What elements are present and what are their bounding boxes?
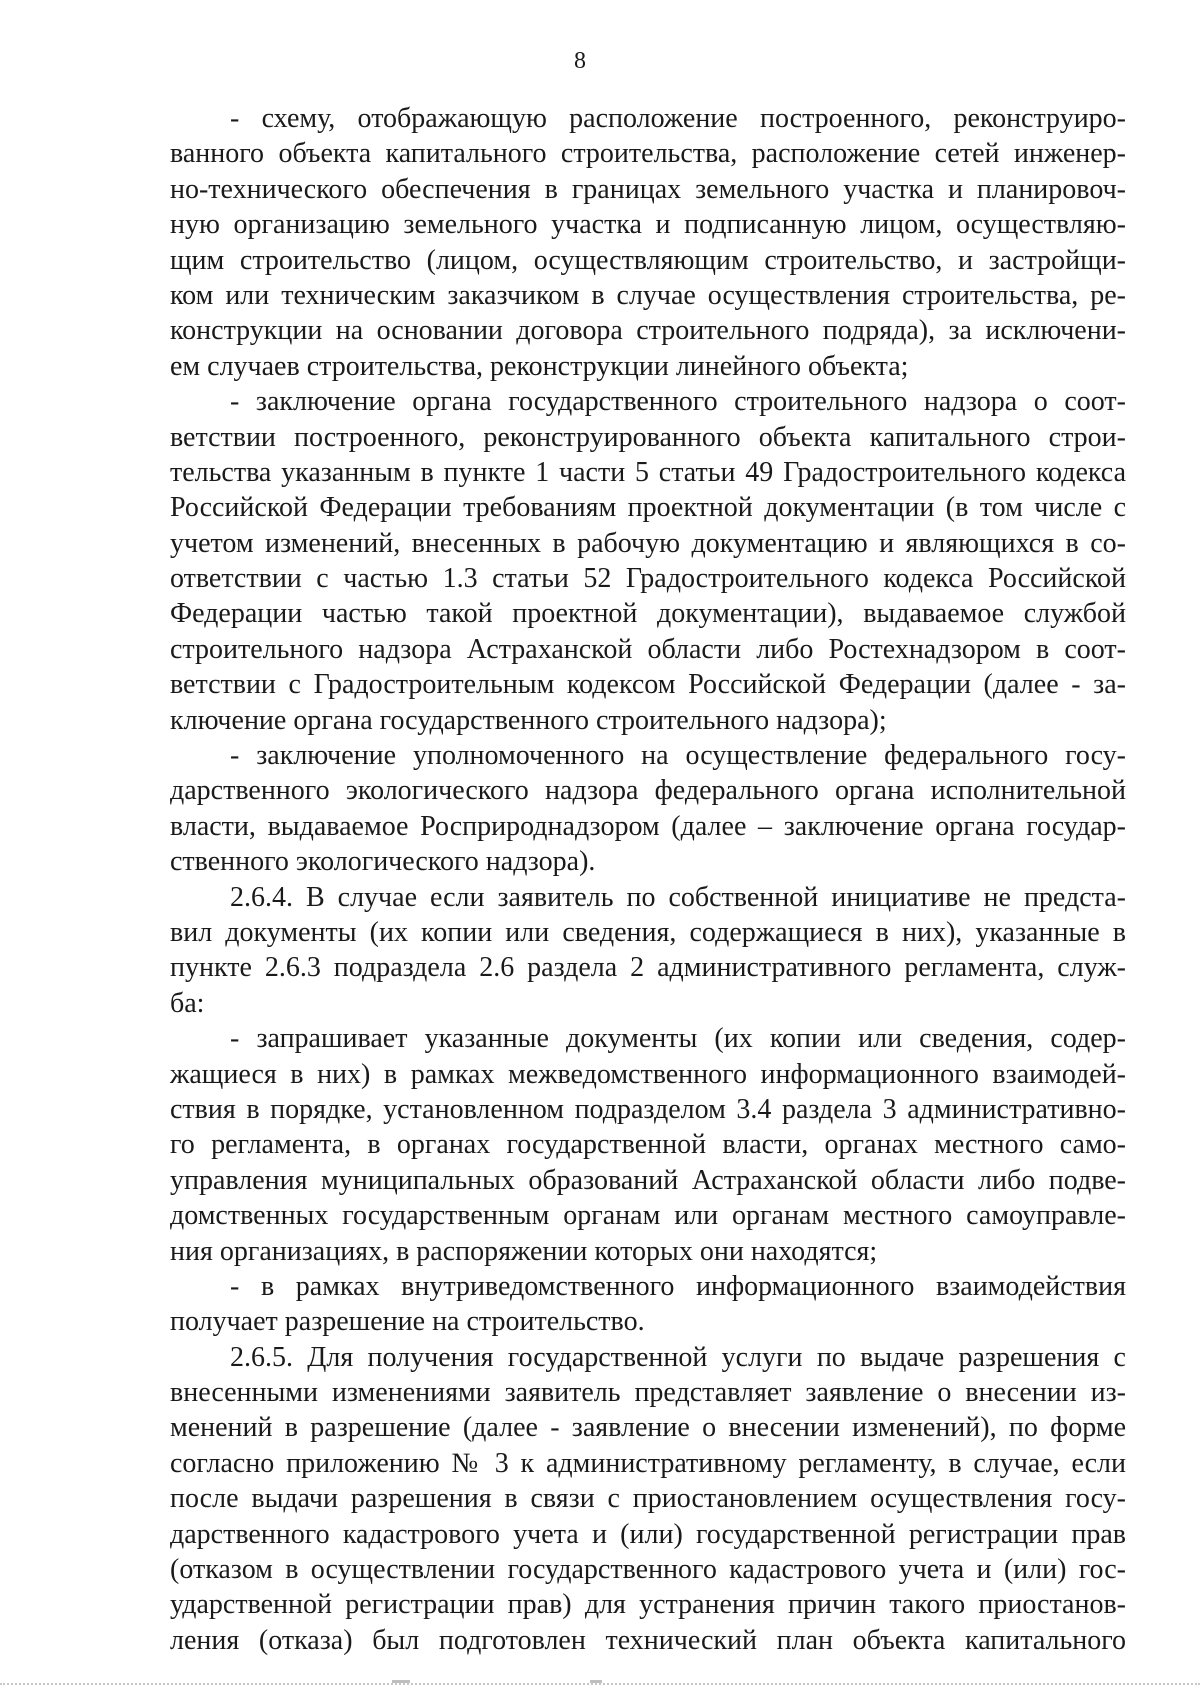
text-line: получает разрешение на строительство. (170, 1306, 645, 1338)
text-line: пункте 2.6.3 подраздела 2.6 раздела 2 административного регламента, служ- (170, 952, 1126, 984)
text-line: ем случаев строительства, реконструкции линейного объекта; (170, 350, 909, 382)
text-line: (отказом в осуществлении государственного кадастрового учета и (или) гос- (170, 1554, 1126, 1586)
text-line: ния организациях, в распоряжении которых они находятся; (170, 1235, 878, 1267)
text-line: ответствии с частью 1.3 статьи 52 Градостроительного кодекса Российской (170, 563, 1126, 595)
text-line: го регламента, в органах государственной власти, органах местного само- (170, 1129, 1126, 1161)
text-line: ключение органа государственного строительного надзора); (170, 704, 887, 736)
text-line: вил документы (их копии или сведения, содержащиеся в них), указанные в (170, 916, 1126, 948)
text-line: внесенными изменениями заявитель представляет заявление о внесении из- (170, 1377, 1126, 1409)
text-line: ственного экологического надзора). (170, 846, 596, 878)
text-line: учетом изменений, внесенных в рабочую документацию и являющихся в со- (170, 527, 1126, 559)
text-line: 2.6.5. Для получения государственной услуги по выдаче разрешения с (230, 1341, 1126, 1373)
text-line: щим строительство (лицом, осуществляющим строительство, и застройщи- (170, 244, 1126, 276)
text-line: Федерации частью такой проектной документации), выдаваемое службой (170, 598, 1126, 630)
text-line: Российской Федерации требованиям проектной документации (в том числе с (170, 492, 1126, 524)
document-body (170, 101, 1126, 1658)
text-line: ветствии с Градостроительным кодексом Российской Федерации (далее - за- (170, 669, 1126, 701)
text-line: тельства указанным в пункте 1 части 5 статьи 49 Градостроительного кодекса (170, 456, 1126, 488)
text-line: - запрашивает указанные документы (их копии или сведения, содер- (230, 1023, 1126, 1055)
text-line: ударственной регистрации прав) для устранения причин такого приостанов- (170, 1589, 1126, 1621)
text-line: ванного объекта капитального строительства, расположение сетей инженер- (170, 138, 1126, 170)
text-line: ба: (170, 987, 205, 1019)
text-line: дарственного экологического надзора федерального органа исполнительной (170, 775, 1126, 807)
text-line: жащиеся в них) в рамках межведомственного информационного взаимодей- (170, 1058, 1126, 1090)
text-line: конструкции на основании договора строительного подряда), за исключени- (170, 315, 1126, 347)
text-line: менений в разрешение (далее - заявление о внесении изменений), по форме (170, 1412, 1126, 1444)
text-line: ления (отказа) был подготовлен технический план объекта капитального (170, 1624, 1126, 1656)
text-line: после выдачи разрешения в связи с приостановлением осуществления госу- (170, 1483, 1126, 1515)
text-line: ствия в порядке, установленном подразделом 3.4 раздела 3 административно- (170, 1093, 1126, 1125)
text-line: - в рамках внутриведомственного информационного взаимодействия (230, 1270, 1126, 1302)
text-line: - схему, отображающую расположение построенного, реконструиро- (230, 103, 1126, 134)
text-line: согласно приложению № 3 к административному регламенту, в случае, если (170, 1447, 1126, 1479)
text-line: 2.6.4. В случае если заявитель по собственной инициативе не предста- (230, 881, 1126, 913)
text-line: власти, выдаваемое Росприроднадзором (далее – заключение органа государ- (170, 810, 1126, 842)
text-line: - заключение органа государственного строительного надзора о соот- (230, 386, 1126, 418)
text-line: управления муниципальных образований Астраханской области либо подве- (170, 1164, 1126, 1196)
page-number: 8 (574, 48, 586, 74)
text-line: ветствии построенного, реконструированного объекта капитального строи- (170, 421, 1126, 453)
text-line: домственных государственным органам или органам местного самоуправле- (170, 1200, 1126, 1232)
text-line: ную организацию земельного участка и подписанную лицом, осуществляю- (170, 209, 1126, 241)
text-line: строительного надзора Астраханской области либо Ростехнадзором в соот- (170, 633, 1126, 665)
text-line: дарственного кадастрового учета и (или) государственной регистрации прав (170, 1518, 1126, 1550)
text-line: ком или техническим заказчиком в случае осуществления строительства, ре- (170, 279, 1126, 311)
page-bottom-edge (0, 1683, 1200, 1685)
text-line: - заключение уполномоченного на осуществление федерального госу- (230, 740, 1126, 772)
text-line: но-технического обеспечения в границах земельного участка и планировоч- (170, 173, 1126, 205)
